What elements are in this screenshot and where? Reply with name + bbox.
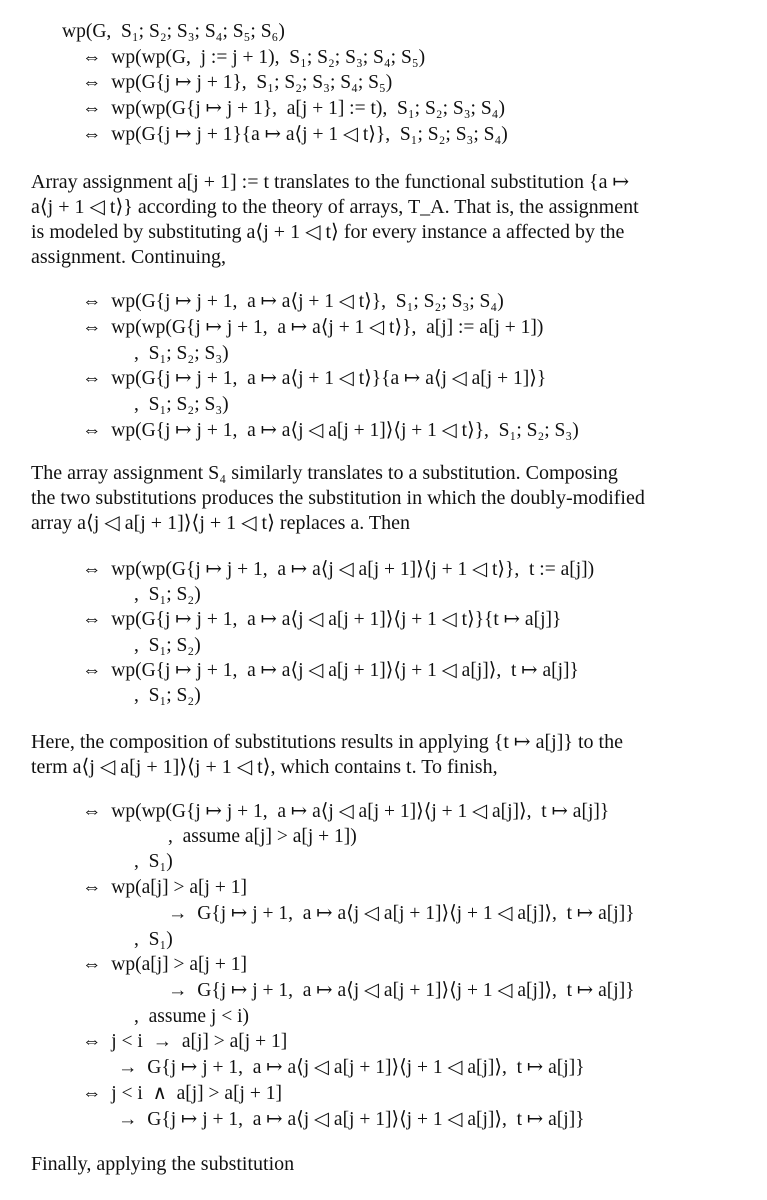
- paragraph-line: assignment. Continuing,: [31, 246, 226, 268]
- derivation-continuation: , S₁): [134, 851, 173, 872]
- derivation-continuation: , S₁): [134, 929, 173, 950]
- derivation-continuation: , S₁; S₂): [134, 635, 201, 656]
- derivation-line: ⇔ j < i → a[j] > a[j + 1]: [82, 1031, 288, 1052]
- derivation-line: ⇔ wp(wp(G{j ↦ j + 1}, a[j + 1] := t), S₁; S₂; S₃; S₄): [82, 98, 505, 119]
- paragraph-line: The array assignment S₄ similarly translates to a substitution. Composing: [31, 462, 618, 484]
- derivation-line: ⇔ wp(wp(G{j ↦ j + 1, a ↦ a⟨j ◁ a[j + 1]⟩⟨j + 1 ◁ a[j]⟩, t ↦ a[j]}: [82, 801, 610, 822]
- derivation-line: ⇔ wp(G{j ↦ j + 1}, S₁; S₂; S₃; S₄; S₅): [82, 72, 393, 93]
- derivation-line: ⇔ wp(G{j ↦ j + 1, a ↦ a⟨j ◁ a[j + 1]⟩⟨j + 1 ◁ t⟩}{t ↦ a[j]}: [82, 609, 562, 630]
- paragraph-line: is modeled by substituting a⟨j + 1 ◁ t⟩ for every instance a affected by the: [31, 221, 625, 243]
- paragraph-line: a⟨j + 1 ◁ t⟩} according to the theory of arrays, T_A. That is, the assignment: [31, 196, 639, 218]
- paragraph-line: array a⟨j ◁ a[j + 1]⟩⟨j + 1 ◁ t⟩ replaces a. Then: [31, 512, 411, 534]
- derivation-line: ⇔ wp(G{j ↦ j + 1, a ↦ a⟨j + 1 ◁ t⟩}, S₁; S₂; S₃; S₄): [82, 291, 504, 312]
- derivation-line: ⇔ wp(G{j ↦ j + 1, a ↦ a⟨j + 1 ◁ t⟩}{a ↦ a⟨j ◁ a[j + 1]⟩}: [82, 368, 547, 389]
- derivation-line: ⇔ wp(G{j ↦ j + 1}{a ↦ a⟨j + 1 ◁ t⟩}, S₁; S₂; S₃; S₄): [82, 124, 508, 145]
- derivation-line: ⇔ wp(a[j] > a[j + 1]: [82, 877, 247, 898]
- derivation-continuation: → G{j ↦ j + 1, a ↦ a⟨j ◁ a[j + 1]⟩⟨j + 1 ◁ a[j]⟩, t ↦ a[j]}: [168, 980, 635, 1001]
- derivation-continuation: , S₁; S₂; S₃): [134, 394, 229, 415]
- derivation-line: ⇔ wp(wp(G, j := j + 1), S₁; S₂; S₃; S₄; S₅): [82, 47, 426, 68]
- derivation-continuation: , S₁; S₂; S₃): [134, 343, 229, 364]
- derivation-line: ⇔ wp(wp(G{j ↦ j + 1, a ↦ a⟨j ◁ a[j + 1]⟩⟨j + 1 ◁ t⟩}, t := a[j]): [82, 559, 595, 580]
- derivation-continuation: , S₁; S₂): [134, 584, 201, 605]
- paragraph-line: Here, the composition of substitutions results in applying {t ↦ a[j]} to the: [31, 731, 623, 753]
- derivation-line: ⇔ wp(a[j] > a[j + 1]: [82, 954, 247, 975]
- paragraph-line: Array assignment a[j + 1] := t translates to the functional substitution {a ↦: [31, 171, 630, 193]
- paragraph-line: Finally, applying the substitution: [31, 1153, 295, 1175]
- derivation-continuation: → G{j ↦ j + 1, a ↦ a⟨j ◁ a[j + 1]⟩⟨j + 1 ◁ a[j]⟩, t ↦ a[j]}: [168, 903, 635, 924]
- derivation-line: ⇔ wp(G{j ↦ j + 1, a ↦ a⟨j ◁ a[j + 1]⟩⟨j + 1 ◁ a[j]⟩, t ↦ a[j]}: [82, 660, 579, 681]
- derivation-continuation: , assume j < i): [134, 1006, 249, 1027]
- derivation-continuation: , S₁; S₂): [134, 685, 201, 706]
- derivation-continuation: → G{j ↦ j + 1, a ↦ a⟨j ◁ a[j + 1]⟩⟨j + 1 ◁ a[j]⟩, t ↦ a[j]}: [118, 1057, 585, 1078]
- derivation-continuation: , assume a[j] > a[j + 1]): [168, 826, 357, 847]
- derivation-line: ⇔ j < i ∧ a[j] > a[j + 1]: [82, 1083, 282, 1104]
- derivation-line: ⇔ wp(G{j ↦ j + 1, a ↦ a⟨j ◁ a[j + 1]⟩⟨j + 1 ◁ t⟩}, S₁; S₂; S₃): [82, 420, 579, 441]
- derivation-line: ⇔ wp(wp(G{j ↦ j + 1, a ↦ a⟨j + 1 ◁ t⟩}, a[j] := a[j + 1]): [82, 317, 544, 338]
- paragraph-line: the two substitutions produces the substitution in which the doubly-modified: [31, 487, 645, 509]
- derivation-continuation: → G{j ↦ j + 1, a ↦ a⟨j ◁ a[j + 1]⟩⟨j + 1 ◁ a[j]⟩, t ↦ a[j]}: [118, 1109, 585, 1130]
- derivation-line: wp(G, S₁; S₂; S₃; S₄; S₅; S₆): [62, 21, 285, 42]
- paragraph-line: term a⟨j ◁ a[j + 1]⟩⟨j + 1 ◁ t⟩, which contains t. To finish,: [31, 756, 498, 778]
